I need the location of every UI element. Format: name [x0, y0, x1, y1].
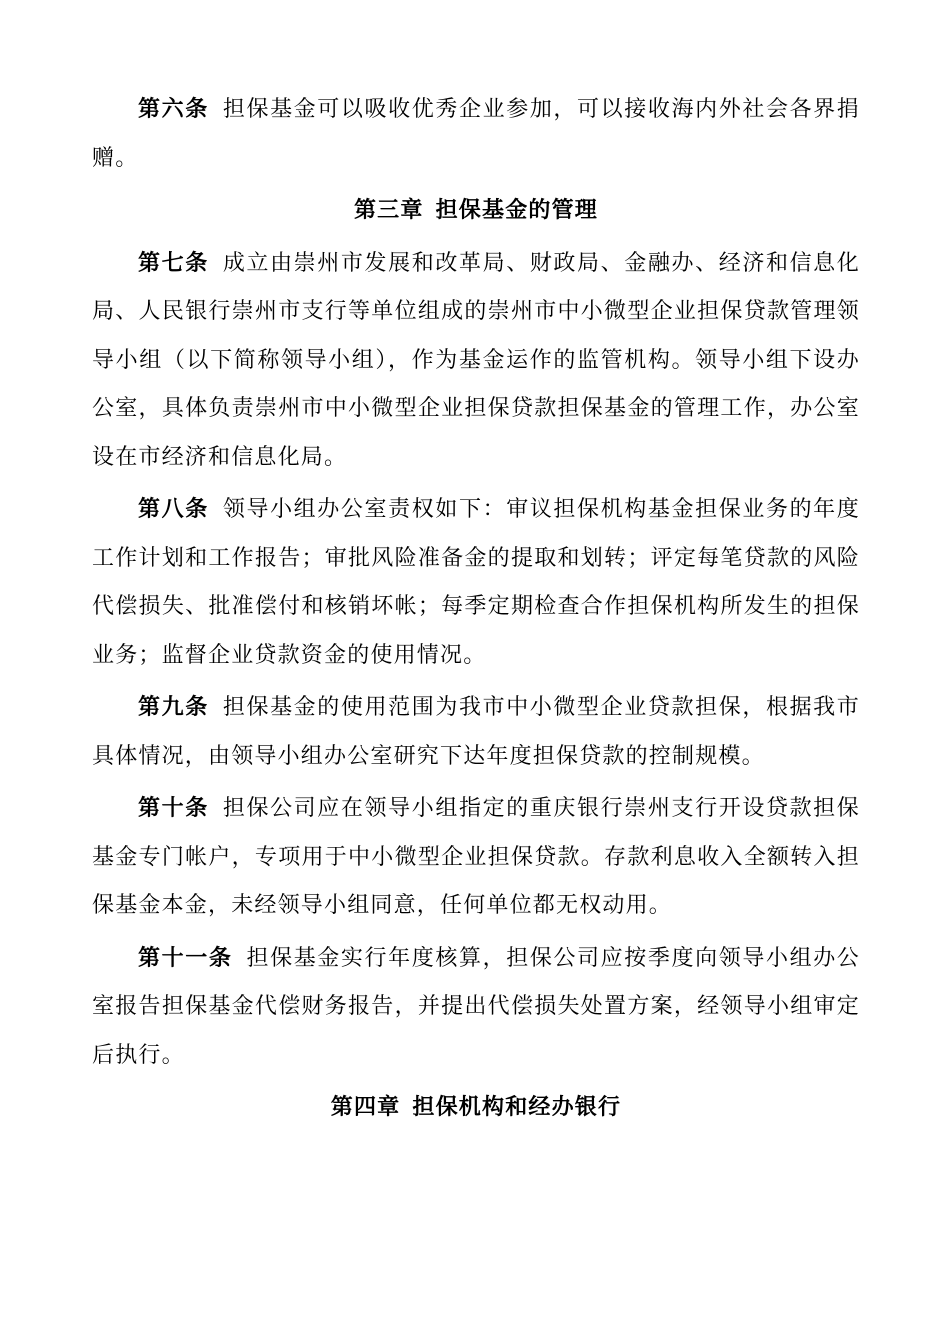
article-text: 担保基金的使用范围为我市中小微型企业贷款担保，根据我市具体情况，由领导小组办公室研究下达年度担保贷款的控制规模。: [92, 695, 860, 769]
article-text: 担保基金可以吸收优秀企业参加，可以接收海内外社会各界捐赠。: [92, 97, 860, 171]
article-label: 第九条: [138, 695, 209, 720]
article-8: [92, 486, 860, 680]
article-11: [92, 935, 860, 1081]
article-text: 领导小组办公室责权如下：审议担保机构基金担保业务的年度工作计划和工作报告；审批风险准备金的提取和划转；评定每笔贷款的风险代偿损失、批准偿付和核销坏帐；每季定期检查合作担保机构所发生的担保业务；监督企业贷款资金的使用情况。: [92, 497, 860, 668]
chapter-heading-3: [92, 187, 860, 236]
article-7: [92, 240, 860, 483]
article-label: 第十一条: [138, 945, 233, 971]
document-page: [92, 86, 860, 1133]
article-6: [92, 86, 860, 183]
chapter-number: 第三章: [353, 198, 424, 223]
article-label: 第七条: [138, 250, 209, 276]
article-label: 第十条: [138, 796, 209, 821]
article-text: 成立由崇州市发展和改革局、财政局、金融办、经济和信息化局、人民银行崇州市支行等单位组成的崇州市中小微型企业担保贷款管理领导小组（以下简称领导小组），作为基金运作的监管机构。领导小组下设办公室，具体负责崇州市中小微型企业担保贷款担保基金的管理工作，办公室设在市经济和信息化局。: [92, 250, 860, 470]
chapter-title: 担保机构和经办银行: [412, 1095, 622, 1120]
article-label: 第六条: [138, 97, 209, 122]
chapter-title: 担保基金的管理: [435, 198, 598, 223]
article-10: [92, 785, 860, 931]
chapter-number: 第四章: [330, 1095, 401, 1120]
article-text: 担保公司应在领导小组指定的重庆银行崇州支行开设贷款担保基金专门帐户，专项用于中小微型企业担保贷款。存款利息收入全额转入担保基金本金，未经领导小组同意，任何单位都无权动用。: [92, 796, 860, 918]
article-label: 第八条: [138, 497, 209, 522]
chapter-heading-4: [92, 1084, 860, 1133]
article-9: [92, 684, 860, 781]
article-text: 担保基金实行年度核算，担保公司应按季度向领导小组办公室报告担保基金代偿财务报告，并提出代偿损失处置方案，经领导小组审定后执行。: [92, 945, 861, 1068]
